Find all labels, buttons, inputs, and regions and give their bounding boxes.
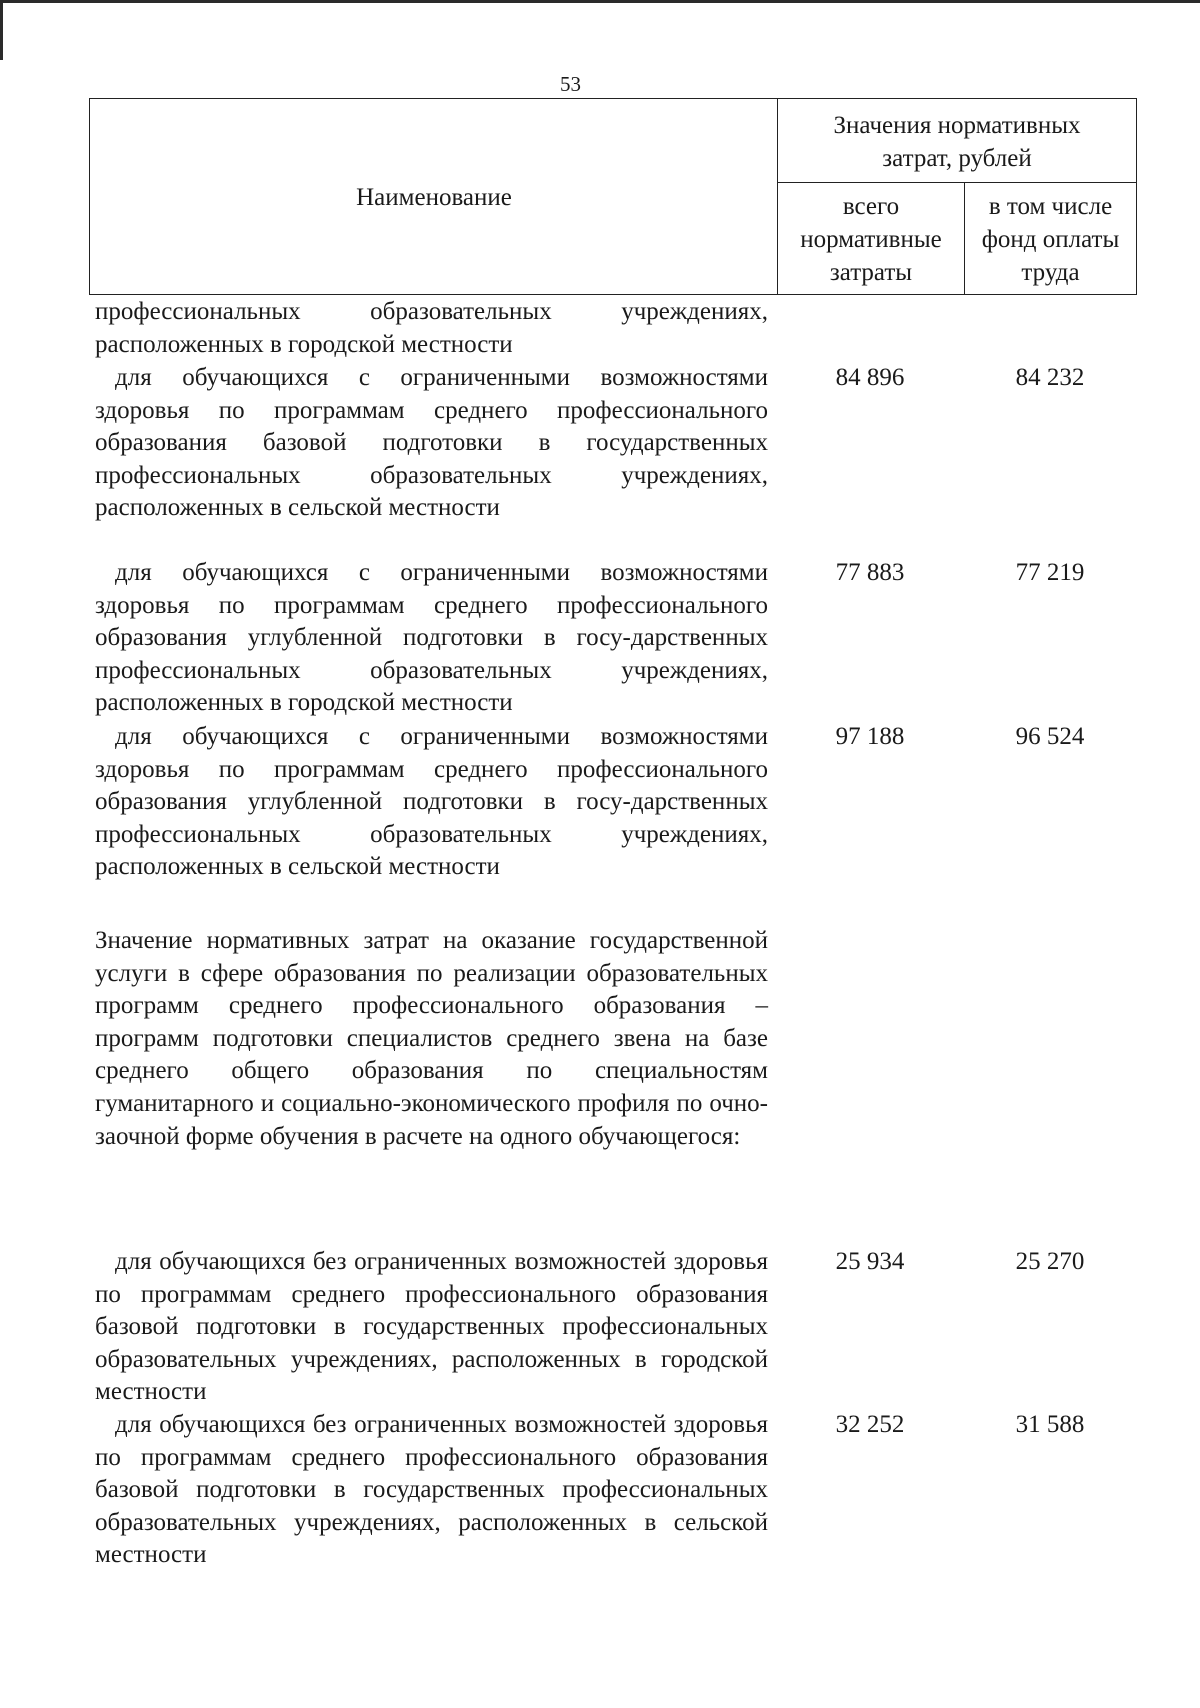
table-row-total-value: 84 896 xyxy=(835,364,905,391)
table-row-fot-value: 77 219 xyxy=(1015,559,1085,586)
table-row-fot-value: 31 588 xyxy=(1015,1411,1085,1438)
header-values-line-1: Значения нормативных xyxy=(833,112,1081,139)
table-row-text: для обучающихся без ограниченных возможностей здоровья по программам среднего профессионального образования базовой подготовки в государственных профессиональных образовательных учреждениях, расположенных в городской местности xyxy=(95,1248,768,1406)
header-total-line-1: всего xyxy=(842,193,900,220)
page-number: 53 xyxy=(560,72,581,96)
header-name-label: Наименование xyxy=(356,184,512,211)
page-left-edge xyxy=(0,0,3,60)
header-values-line-2: затрат, рублей xyxy=(882,145,1032,172)
header-fot-line-2: фонд оплаты xyxy=(981,226,1120,253)
table-row-fot-value: 25 270 xyxy=(1015,1248,1085,1275)
table-row-text: для обучающихся с ограниченными возможностями здоровья по программам среднего профессионального образования углубленной подготовки в госу-дарственных профессиональных образовательных учреждениях, расположенных в сельской местности xyxy=(95,723,768,881)
header-fot-column xyxy=(964,182,1137,295)
header-fot-line-3: труда xyxy=(1021,259,1080,286)
table-row-fot-value: 96 524 xyxy=(1015,723,1085,750)
table-row-text: профессиональных образовательных учреждениях, расположенных в городской местности xyxy=(95,298,768,358)
header-fot-line-1: в том числе xyxy=(988,193,1113,220)
header-total-line-2: нормативные xyxy=(800,226,942,253)
table-row-total-value: 25 934 xyxy=(835,1248,905,1275)
header-name-column xyxy=(89,98,778,295)
table-row-text: для обучающихся без ограниченных возможностей здоровья по программам среднего профессионального образования базовой подготовки в государственных профессиональных образовательных учреждениях, расположенных в сельской местности xyxy=(95,1411,768,1569)
table-row-total-value: 32 252 xyxy=(835,1411,905,1438)
header-total-column xyxy=(777,182,965,295)
header-total-line-3: затраты xyxy=(829,259,913,286)
page-top-edge xyxy=(0,0,1200,3)
table-row-text: для обучающихся с ограниченными возможностями здоровья по программам среднего профессионального образования углубленной подготовки в госу-дарственных профессиональных образовательных учреждениях, расположенных в городской местности xyxy=(95,559,768,717)
table-row-section-heading: Значение нормативных затрат на оказание государственной услуги в сфере образования по реализации образовательных программ среднего профессионального образования – программ подготовки специалистов среднего звена на базе среднего общего образования по специальностям гуманитарного и социально-экономического профиля по очно-заочной форме обучения в расчете на одного обучающегося: xyxy=(95,927,768,1150)
header-values-group xyxy=(777,98,1137,183)
table-row-text: для обучающихся с ограниченными возможностями здоровья по программам среднего профессионального образования базовой подготовки в государственных профессиональных образовательных учреждениях, расположенных в сельской местности xyxy=(95,364,768,522)
table-row-total-value: 77 883 xyxy=(835,559,905,586)
table-row-total-value: 97 188 xyxy=(835,723,905,750)
table-row-fot-value: 84 232 xyxy=(1015,364,1085,391)
